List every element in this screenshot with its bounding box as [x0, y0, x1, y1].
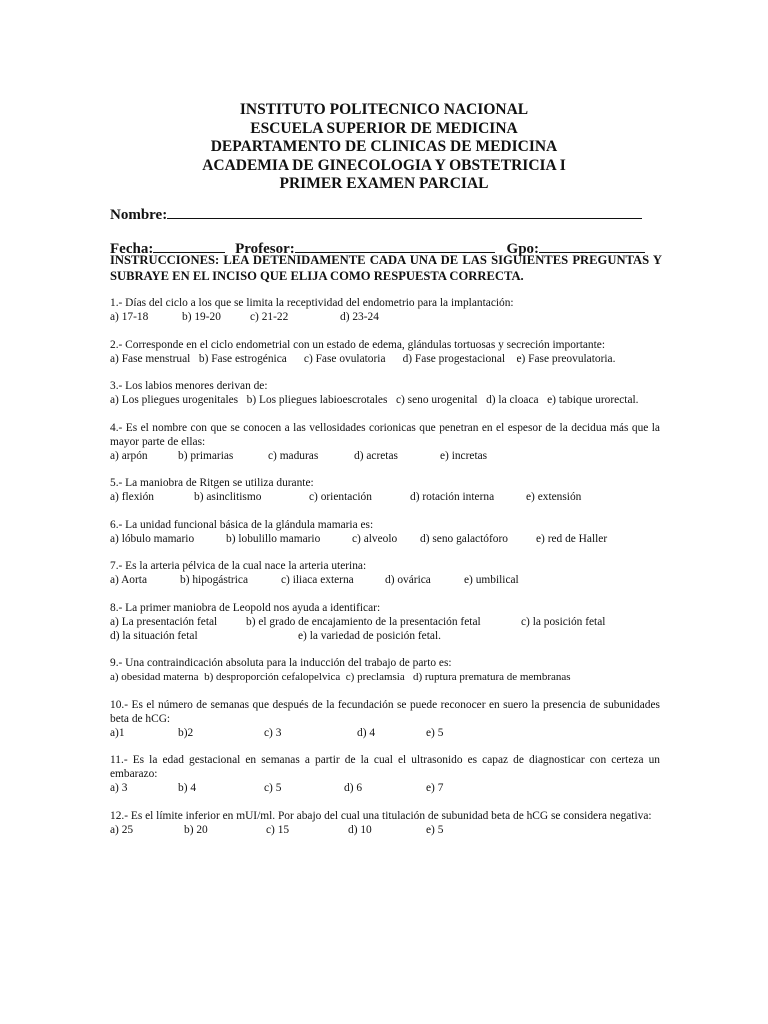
- option-d[interactable]: d) 23-24: [340, 311, 379, 323]
- option-d[interactable]: d) 10: [348, 823, 372, 836]
- question-options: [110, 726, 660, 740]
- option-b[interactable]: b) 20: [184, 823, 208, 836]
- question-options: [110, 781, 660, 795]
- question-list: [110, 296, 660, 850]
- option-a[interactable]: a) arpón: [110, 449, 148, 462]
- question-text: 5.- La maniobra de Ritgen se utiliza durante:: [110, 477, 314, 489]
- nombre-row: [110, 204, 670, 224]
- question-text: 12.- Es el límite inferior en mUI/ml. Por abajo del cual una titulación de subunidad beta de hCG se considera negativa:: [110, 809, 652, 822]
- department-title: DEPARTAMENTO DE CLINICAS DE MEDICINA: [210, 138, 558, 155]
- question-options: [110, 532, 660, 546]
- option-d[interactable]: d) 4: [357, 726, 376, 739]
- option-b[interactable]: b) hipogástrica: [180, 574, 249, 586]
- question-options: [110, 573, 660, 587]
- exam-title: PRIMER EXAMEN PARCIAL: [279, 175, 489, 192]
- option-c[interactable]: c) 15: [266, 823, 290, 836]
- academy-title: ACADEMIA DE GINECOLOGIA Y OBSTETRICIA I: [202, 156, 566, 174]
- option-a[interactable]: a)1: [110, 726, 125, 739]
- profesor-label: Profesor:: [235, 241, 295, 257]
- option-e[interactable]: e) red de Haller: [536, 532, 608, 545]
- question-11: [110, 753, 660, 795]
- question-12: [110, 809, 660, 837]
- option-a[interactable]: a) La presentación fetal: [110, 615, 218, 628]
- question-options[interactable]: a) Los pliegues urogenitales b) Los pliegues labioescrotales c) seno urogenital d) la cloaca e) tabique urorectal.: [110, 394, 639, 406]
- option-a[interactable]: a) lóbulo mamario: [110, 532, 195, 545]
- option-b[interactable]: b) el grado de encajamiento de la presentación fetal: [246, 615, 481, 628]
- profesor-field[interactable]: [295, 238, 495, 253]
- instructions: INSTRUCCIONES: LEA DETENIDAMENTE CADA UNA DE LAS SIGUIENTES PREGUNTAS Y SUBRAYE EN EL INCISO QUE ELIJA COMO RESPUESTA CORRECTA.: [110, 253, 662, 283]
- option-c[interactable]: c) la posición fetal: [521, 615, 606, 628]
- question-options: [110, 490, 660, 504]
- option-a[interactable]: a) 17-18: [110, 311, 149, 323]
- option-e[interactable]: e) extensión: [526, 491, 582, 503]
- question-text: 7.- Es la arteria pélvica de la cual nace la arteria uterina:: [110, 560, 367, 572]
- option-c[interactable]: c) maduras: [268, 449, 319, 462]
- option-e[interactable]: e) incretas: [440, 449, 488, 462]
- question-options: [110, 449, 660, 463]
- fecha-label: Fecha:: [110, 241, 154, 257]
- option-a[interactable]: a) flexión: [110, 491, 154, 503]
- option-c[interactable]: c) iliaca externa: [281, 574, 354, 586]
- option-e[interactable]: e) la variedad de posición fetal.: [298, 629, 441, 642]
- question-3: [110, 379, 660, 407]
- option-d[interactable]: d) 6: [344, 782, 363, 794]
- institution-title: INSTITUTO POLITECNICO NACIONAL: [239, 101, 529, 118]
- option-d[interactable]: d) rotación interna: [410, 491, 495, 503]
- nombre-label: Nombre:: [110, 207, 168, 223]
- option-b[interactable]: b) 4: [178, 782, 197, 794]
- option-c[interactable]: c) 5: [264, 782, 282, 794]
- option-c[interactable]: c) alveolo: [352, 532, 398, 545]
- question-options: [110, 310, 660, 324]
- question-10: [110, 698, 660, 740]
- option-a[interactable]: a) 3: [110, 782, 128, 794]
- question-options: [110, 615, 660, 629]
- option-e[interactable]: e) 5: [426, 726, 444, 739]
- option-a[interactable]: a) Aorta: [110, 574, 148, 586]
- question-text: 11.- Es la edad gestacional en semanas a partir de la cual el ultrasonido es capaz de diagnosticar con certeza un embarazo:: [110, 754, 660, 780]
- question-text: 9.- Una contraindicación absoluta para la inducción del trabajo de parto es:: [110, 657, 452, 669]
- question-text: 1.- Días del ciclo a los que se limita la receptividad del endometrio para la implantación:: [110, 297, 514, 309]
- option-c[interactable]: c) orientación: [309, 491, 372, 503]
- option-b[interactable]: b) asinclitismo: [194, 491, 262, 503]
- option-a[interactable]: a) 25: [110, 823, 134, 836]
- option-c[interactable]: c) 3: [264, 726, 282, 739]
- option-e[interactable]: e) umbilical: [464, 574, 519, 586]
- option-d[interactable]: d) la situación fetal: [110, 629, 198, 642]
- question-7: [110, 559, 660, 587]
- question-8: [110, 601, 660, 643]
- gpo-field[interactable]: [539, 238, 645, 253]
- option-b[interactable]: b)2: [178, 726, 194, 739]
- question-2: [110, 338, 660, 366]
- question-options-2: [110, 629, 660, 643]
- question-text: 8.- La primer maniobra de Leopold nos ayuda a identificar:: [110, 601, 381, 614]
- school-title: ESCUELA SUPERIOR DE MEDICINA: [250, 119, 518, 137]
- option-b[interactable]: b) lobulillo mamario: [226, 532, 321, 545]
- option-e[interactable]: e) 5: [426, 823, 444, 836]
- option-e[interactable]: e) 7: [426, 782, 444, 794]
- question-text: 6.- La unidad funcional básica de la glándula mamaria es:: [110, 518, 374, 531]
- exam-header: [0, 101, 768, 194]
- question-options[interactable]: a) obesidad materna b) desproporción cefalopelvica c) preclamsia d) ruptura prematura de membranas: [110, 671, 571, 683]
- question-text: 3.- Los labios menores derivan de:: [110, 380, 268, 392]
- fecha-field[interactable]: [153, 238, 225, 253]
- option-d[interactable]: d) acretas: [354, 449, 398, 462]
- question-options: [110, 823, 660, 837]
- nombre-field[interactable]: [167, 204, 642, 219]
- question-5: [110, 476, 660, 504]
- option-b[interactable]: b) primarias: [178, 449, 234, 462]
- question-9: [110, 656, 660, 684]
- option-d[interactable]: d) seno galactóforo: [420, 532, 508, 545]
- question-4: [110, 421, 660, 463]
- question-text: 10.- Es el número de semanas que después de la fecundación se puede reconocer en suero la presencia de subunidades beta de hCG:: [110, 698, 660, 725]
- option-c[interactable]: c) 21-22: [250, 311, 289, 323]
- option-b[interactable]: b) 19-20: [182, 311, 221, 323]
- question-text: 4.- Es el nombre con que se conocen a las vellosidades corionicas que penetran en el espesor de la decidua más que la mayor parte de ellas:: [110, 421, 660, 448]
- gpo-label: Gpo:: [506, 241, 540, 257]
- option-d[interactable]: d) ovárica: [385, 574, 431, 586]
- question-1: [110, 296, 660, 324]
- question-text: 2.- Corresponde en el ciclo endometrial con un estado de edema, glándulas tortuosas y secreción importante:: [110, 338, 606, 351]
- question-6: [110, 518, 660, 546]
- question-options[interactable]: a) Fase menstrual b) Fase estrogénica c) Fase ovulatoria d) Fase progestacional e) Fase preovulatoria.: [110, 352, 616, 365]
